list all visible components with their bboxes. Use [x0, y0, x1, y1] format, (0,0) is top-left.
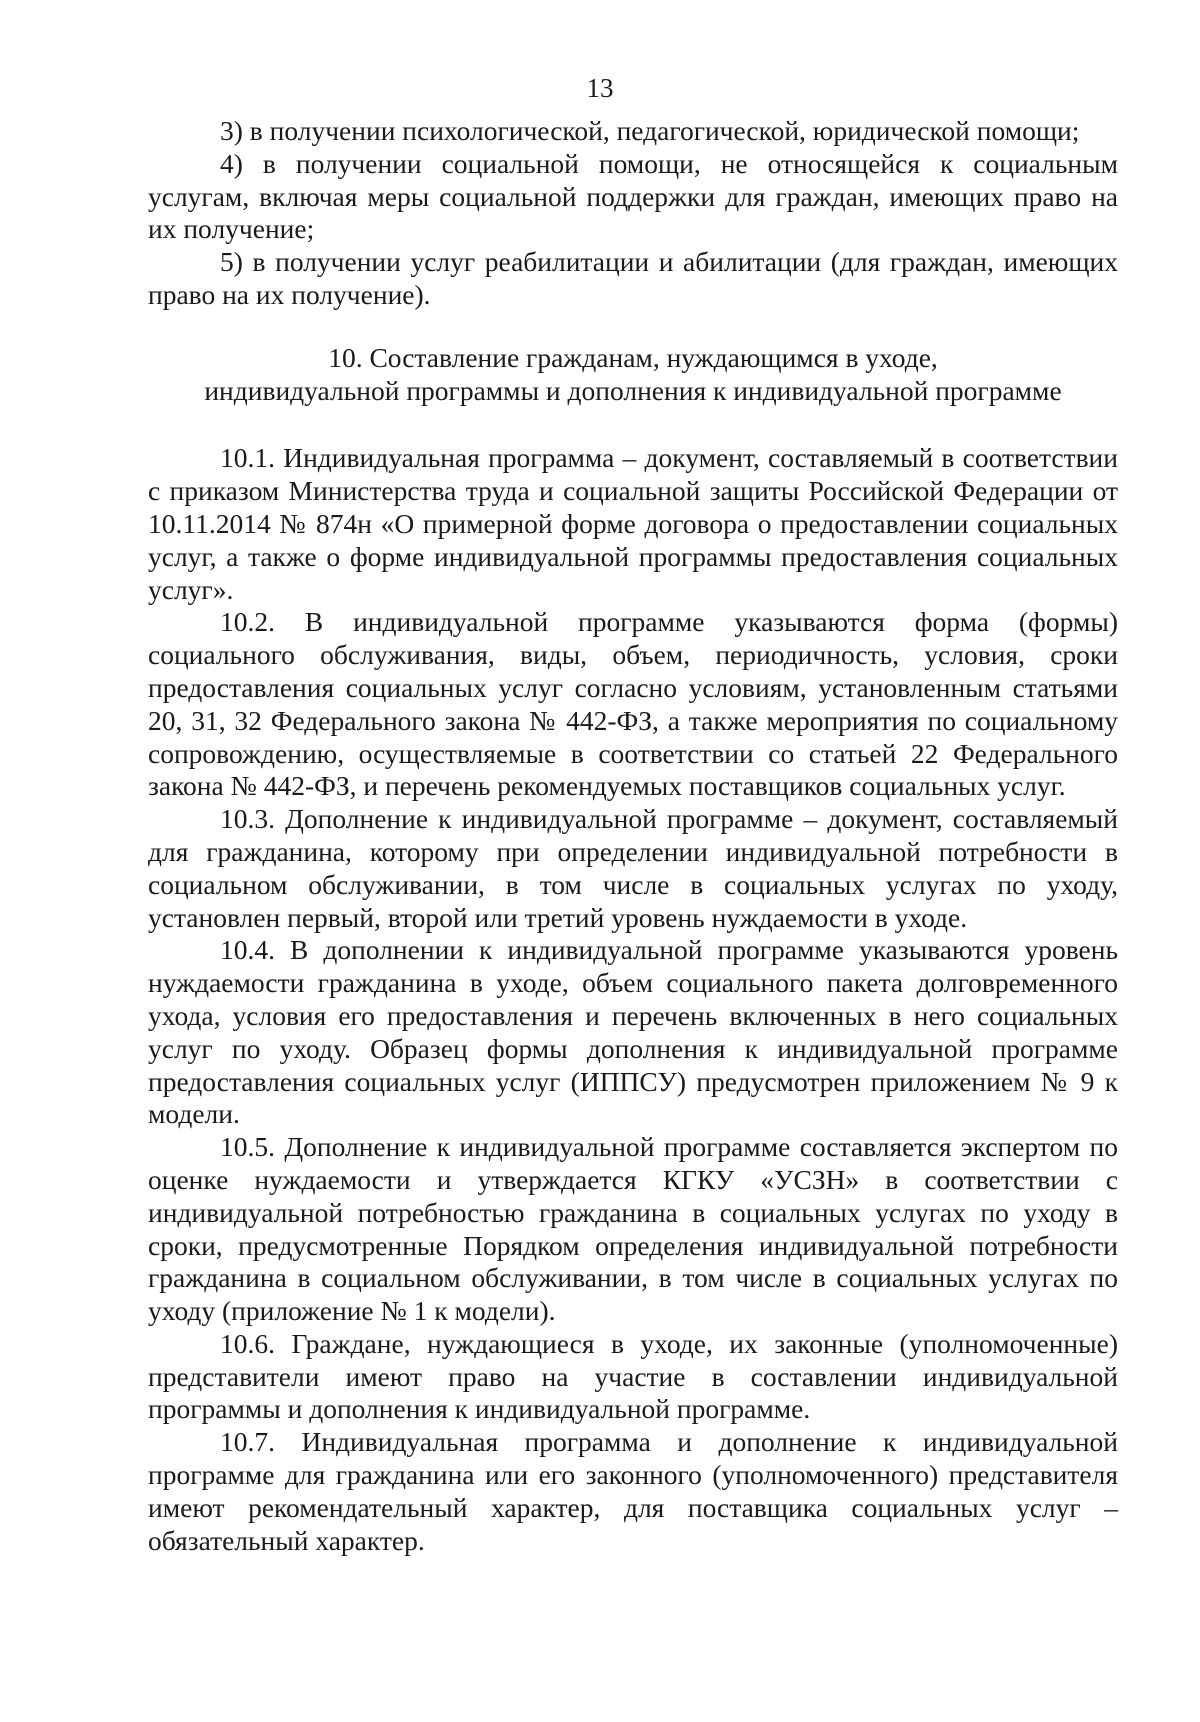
section-heading-line-2: индивидуальной программы и дополнения к индивидуальной программе — [204, 374, 1062, 406]
page-number: 13 — [586, 73, 614, 103]
paragraph-10-4: 10.4. В дополнении к индивидуальной программе указываются уровень нуждаемости гражданина в уходе, объем социального пакета долговременного ухода, условия его предоставления и перечень включенных в него социальных услуг по уходу. Образец формы дополнения к индивидуальной программе предоставления социальных услуг (ИППСУ) предусмотрен приложением № 9 к модели. — [148, 934, 1118, 1130]
list-item-3: 3) в получении психологической, педагогической, юридической помощи; — [220, 115, 1080, 146]
section-heading — [148, 342, 1118, 408]
list-item-4: 4) в получении социальной помощи, не относящейся к социальным услугам, включая меры социальной поддержки для граждан, имеющих право на их получение; — [148, 147, 1118, 245]
paragraph-10-5: 10.5. Дополнение к индивидуальной программе составляется экспертом по оценке нуждаемости и утверждается КГКУ «УСЗН» в соответствии с индивидуальной потребностью гражданина в социальных услугах по уходу в сроки, предусмотренные Порядком определения индивидуальной потребности гражданина в социальном обслуживании, в том числе в социальных услугах по уходу (приложение № 1 к модели). — [148, 1131, 1118, 1327]
paragraph-10-2: 10.2. В индивидуальной программе указываются форма (формы) социального обслуживания, виды, объем, периодичность, условия, сроки предоставления социальных услуг согласно условиям, установленным статьями 20, 31, 32 Федерального закона № 442-ФЗ, а также мероприятия по социальному сопровождению, осуществляемые в соответствии со статьей 22 Федерального закона № 442-ФЗ, и перечень рекомендуемых поставщиков социальных услуг. — [148, 606, 1118, 802]
paragraph-10-6: 10.6. Граждане, нуждающиеся в уходе, их законные (уполномоченные) представители имеют право на участие в составлении индивидуальной программы и дополнения к индивидуальной программе. — [148, 1327, 1118, 1425]
paragraph-10-7: 10.7. Индивидуальная программа и дополнение к индивидуальной программе для гражданина или его законного (уполномоченного) представителя имеют рекомендательный характер, для поставщика социальных услуг – обязательный характер. — [148, 1426, 1118, 1556]
section-heading-line-1: 10. Составление гражданам, нуждающимся в уходе, — [328, 341, 938, 373]
paragraph-10-3: 10.3. Дополнение к индивидуальной программе – документ, составляемый для гражданина, которому при определении индивидуальной потребности в социальном обслуживании, в том числе в социальных услугах по уходу, установлен первый, второй или третий уровень нуждаемости в уходе. — [148, 803, 1118, 933]
document-body — [148, 115, 1118, 1557]
paragraph-10-1: 10.1. Индивидуальная программа – документ, составляемый в соответствии с приказом Министерства труда и социальной защиты Российской Федерации от 10.11.2014 № 874н «О примерной форме договора о предоставлении социальных услуг, а также о форме индивидуальной программы предоставления социальных услуг». — [148, 442, 1118, 605]
list-item-5: 5) в получении услуг реабилитации и абилитации (для граждан, имеющих право на их получение). — [148, 246, 1118, 310]
